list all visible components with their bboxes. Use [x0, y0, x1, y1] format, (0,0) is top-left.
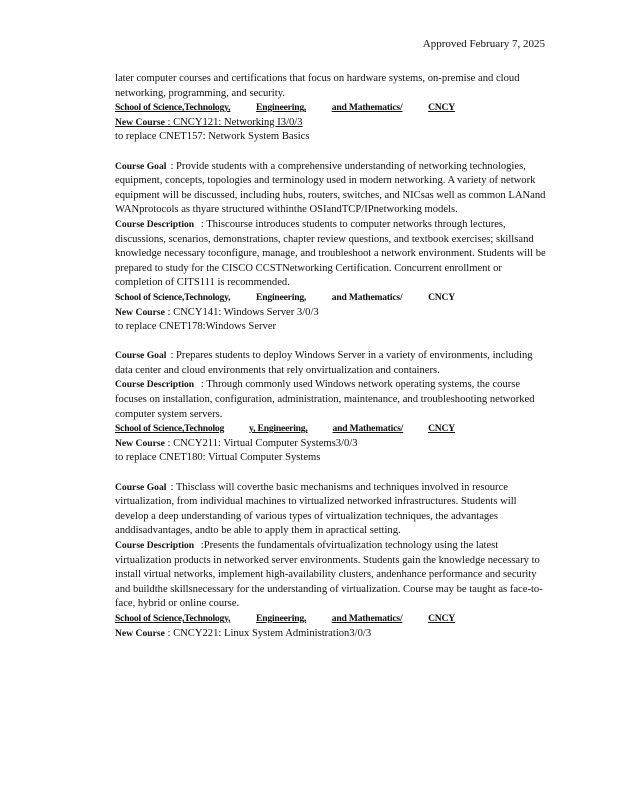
replace-line-1: to replace CNET157: Network System Basics [115, 131, 310, 143]
course-description-2: Course Description : Through commonly used Windows network operating systems, the course focuses on installation, configuration, administration, maintenance, and troubleshooting networked computer system servers. [115, 379, 535, 420]
replace-line-3: to replace CNET180: Virtual Computer Systems [115, 452, 321, 464]
school-header-2: School of Science,Technology, Engineering, and Mathematics/ CNCY [115, 291, 455, 303]
course-goal-3: Course Goal : Thisclass will coverthe basic mechanisms and techniques involved in resource virtualization, from individual machines to virtualized networked infrastructures. Students will develop a deep understanding of various types of virtualization techniques, the advantages anddisadvantages, andto be able to apply them in apractical setting. [115, 481, 517, 537]
school-header-1: School of Science,Technology, Engineering, and Mathematics/ CNCY [115, 102, 455, 114]
document-body [115, 72, 551, 641]
approval-date: Approved February 7, 2025 [422, 38, 545, 50]
new-course-1: New Course : CNCY121: Networking I3/0/3 [115, 116, 303, 128]
intro-paragraph: later computer courses and certifications that focus on hardware systems, on-premise and cloud networking, programming, and security. [115, 73, 520, 99]
new-course-2: New Course : CNCY141: Windows Server 3/0/3 [115, 306, 319, 318]
new-course-3: New Course : CNCY211: Virtual Computer Systems3/0/3 [115, 437, 358, 449]
replace-line-2: to replace CNET178:Windows Server [115, 321, 277, 333]
school-header-4: School of Science,Technology, Engineering, and Mathematics/ CNCY [115, 612, 455, 624]
new-course-4: New Course : CNCY221: Linux System Administration3/0/3 [115, 627, 372, 639]
course-goal-1: Course Goal : Provide students with a comprehensive understanding of networking technologies, equipment, concepts, topologies and terminology used in modern networking. A variety of network equipment will be discussed, including hubs, routers, switches, and NICsas well as common LANand WANprotocols as thyare structured withinthe OSIandTCP/IPnetworking models. [115, 160, 546, 216]
course-description-1: Course Description : Thiscourse introduces students to computer networks through lectures, discussions, scenarios, demonstrations, chapter review questions, and textbook exercises; skillsand knowledge necessary toconfigure, manage, and troubleshoot a network environment. Students will be prepared to study for the CISCO CCSTNetworking Certification. Concurrent enrollment or completion of CITS111 is recommended. [115, 218, 546, 289]
course-description-3: Course Description :Presents the fundamentals ofvirtualization technology using the latest virtualization products in networked server environments. Students gain the knowledge necessary to install virtual networks, implement high-availability clusters, andenhance performance and security and buildthe skillsnecessary for the understanding of virtualization. Course may be taught as face-to-face, hybrid or online course. [115, 540, 543, 610]
course-goal-2: Course Goal : Prepares students to deploy Windows Server in a variety of environments, including data center and cloud environments that rely onvirtualization and containers. [115, 350, 533, 376]
school-header-3: School of Science,Technolog y, Engineering, and Mathematics/ CNCY [115, 423, 455, 435]
